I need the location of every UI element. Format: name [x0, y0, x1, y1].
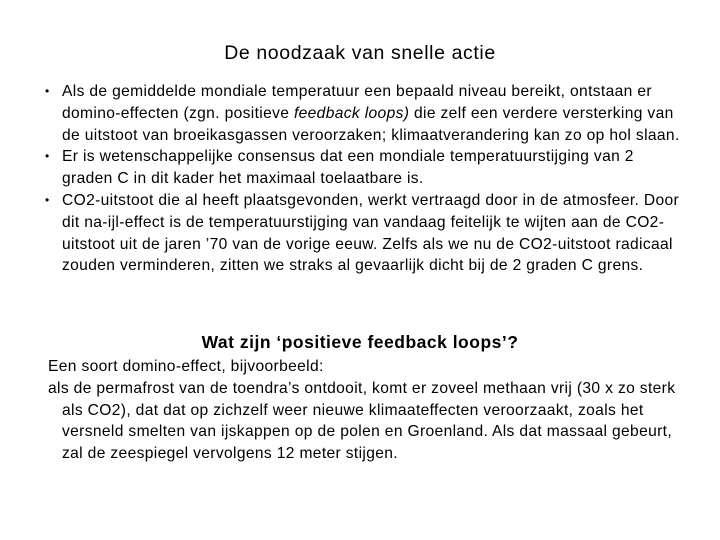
bullet-text-part: Als de gemiddelde mondiale temperatuur een bepaald niveau bereikt, ontstaan er domino-effecten (zgn. positieve [62, 83, 652, 122]
slide-title: De noodzaak van snelle actie [224, 42, 496, 64]
bullet-text-part: die zelf een verdere versterking van de uitstoot van broeikasgassen veroorzaken; klimaatverandering kan zo op hol slaan. [62, 104, 680, 144]
explanation-intro: Een soort domino-effect, bijvoorbeeld: [48, 358, 324, 375]
bullet-list [44, 81, 684, 277]
bullet-item-consensus [44, 146, 684, 190]
bullet-text: Er is wetenschappelijke consensus dat een mondiale temperatuurstijging van 2 graden C in dit kader het maximaal toelaatbare is. [62, 148, 634, 188]
bullet-item-co2-delay [44, 190, 684, 277]
bullet-dot-icon: • [45, 192, 50, 207]
bullet-dot-icon: • [45, 149, 50, 164]
bullet-item-feedback-loops [44, 81, 684, 146]
bullet-text: CO2-uitstoot die al heeft plaatsgevonden, werkt vertraagd door in de atmosfeer. Door dit na-ijl-effect is de temperatuurstijging van vandaag feitelijk te wijten aan de CO2-uitstoot uit de jaren ’70 van de vorige eeuw. Zelfs als we nu de CO2-uitstoot radicaal zouden verminderen, zitten we straks al gevaarlijk dicht bij de 2 graden C grens. [62, 191, 680, 275]
section-subtitle: Wat zijn ‘positieve feedback loops’? [201, 332, 519, 352]
explanation-block [48, 356, 678, 465]
bullet-emphasis: feedback loops) [293, 104, 410, 122]
bullet-dot-icon: • [45, 84, 50, 98]
explanation-example: als de permafrost van de toendra’s ontdooit, komt er zoveel methaan vrij (30 x zo sterk als CO2), dat dat op zichzelf weer nieuwe klimaateffecten veroorzaakt, zoals het versneld smelten van ijskappen op de polen en Groenland. Als dat massaal gebeurt, zal de zeespiegel vervolgens 12 meter stijgen. [48, 379, 676, 463]
